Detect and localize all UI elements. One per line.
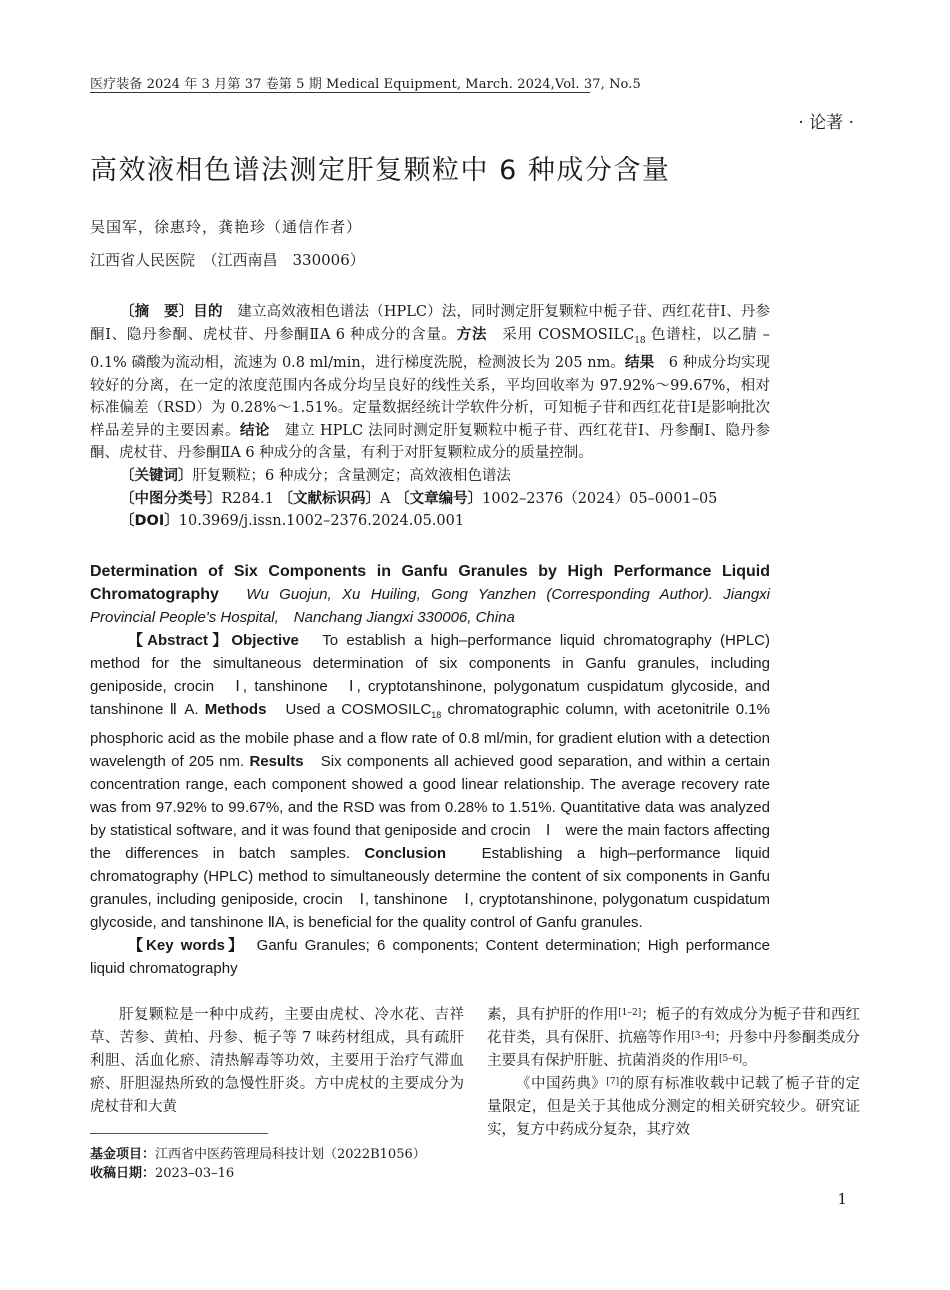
cn-keywords: 肝复颗粒；6 种成分；含量测定；高效液相色谱法 <box>192 468 511 485</box>
en-abstract-label: 【Abstract】 <box>128 632 232 649</box>
cn-conclusion: 建立 HPLC 法同时测定肝复颗粒中栀子苷、西红花苷Ⅰ、丹参酮Ⅰ、隐丹参酮、虎杖苷、丹参酮ⅡA 6 种成分的含量，有利于对肝复颗粒成分的质量控制。 <box>90 422 771 462</box>
en-objective-label: Objective <box>231 632 299 649</box>
en-methods-post: chromatographic column, with acetonitrile 0.1% phosphoric acid as the mobile phase and a flow rate of 0.8 ml/min, for gradient elution with a detection wavelength of 205 nm. <box>90 701 770 770</box>
doi-label: 〔DOI〕 <box>120 513 179 530</box>
citation[interactable]: [1–2] <box>618 1008 642 1018</box>
en-methods-sub: 18 <box>431 710 442 720</box>
en-conclusion: Establishing a high–performance liquid chromatography (HPLC) method to simultaneously determine the content of six components in Ganfu granules, including geniposide, crocin Ⅰ, tanshinone Ⅰ, cryptotanshinone, polygonatum cuspidatum glycoside, and tanshinone ⅡA, is beneficial for the quality control of Ganfu granules. <box>90 845 770 931</box>
body-text: 的原有标准收载中记载了栀子苷的定量限定，但是关于其他成分测定的相关研究较少。研究证实，复方中药成分复杂，其疗效 <box>487 1076 861 1138</box>
cn-results-label: 结果 <box>625 355 655 372</box>
en-abstract-paragraph <box>90 629 786 934</box>
header-rule <box>90 92 590 93</box>
affiliation: 江西省人民医院 （江西南昌 330006） <box>90 251 365 269</box>
cn-keywords-label: 〔关键词〕 <box>120 468 193 485</box>
cn-abstract <box>90 301 770 533</box>
doc-code-label: 〔文献标识码〕 <box>278 490 381 507</box>
cn-classification-line <box>90 488 770 511</box>
authors: 吴国军，徐惠玲，龚艳珍（通信作者） <box>90 218 363 236</box>
en-title: Determination of Six Components in Ganfu Granules by High Performance Liquid Chromatography <box>90 563 770 603</box>
footnotes <box>90 1145 426 1183</box>
doi-value: 10.3969/j.issn.1002–2376.2024.05.001 <box>178 513 465 530</box>
body-paragraph <box>487 1004 860 1073</box>
cn-abstract-label: 〔摘 要〕 <box>120 304 194 320</box>
fund-label: 基金项目： <box>90 1147 156 1162</box>
cn-keywords-line <box>90 465 770 488</box>
cn-methods-sub: 18 <box>634 335 646 346</box>
received-label: 收稿日期： <box>90 1166 156 1181</box>
citation[interactable]: [5–6] <box>719 1054 742 1064</box>
body-text: 。 <box>741 1053 757 1069</box>
en-keywords-line <box>90 934 770 980</box>
clc-label: 〔中图分类号〕 <box>120 490 222 507</box>
received-value: 2023–03–16 <box>155 1166 235 1181</box>
en-authors-affiliation: Wu Guojun, Xu Huiling, Gong Yanzhen (Corresponding Author). Jiangxi Provincial People's Hospital, Nanchang Jiangxi 330006, China <box>90 586 770 626</box>
body-column-left <box>90 1004 464 1119</box>
page-title: 高效液相色谱法测定肝复颗粒中 6 种成分含量 <box>90 155 671 186</box>
fund-line <box>90 1145 426 1164</box>
citation[interactable]: [3–4] <box>691 1031 715 1041</box>
doc-code-value: A <box>380 490 391 507</box>
citation[interactable]: [7] <box>606 1077 620 1087</box>
cn-methods-pre: 采用 COSMOSILC <box>487 326 635 343</box>
page-number: 1 <box>837 1190 847 1208</box>
en-keywords: Ganfu Granules; 6 components; Content determination; High performance liquid chromatography <box>90 937 770 977</box>
fund-value: 江西省中医药管理局科技计划（2022B1056） <box>155 1147 426 1162</box>
cn-methods-post: 色谱柱，以乙腈 –0.1% 磷酸为流动相，流速为 0.8 ml/min，进行梯度洗脱，检测波长为 205 nm。 <box>90 326 771 372</box>
article-no-label: 〔文章编号〕 <box>395 490 483 507</box>
body-column-right <box>487 1004 860 1142</box>
doi-line <box>90 510 770 533</box>
en-methods-pre: Used a COSMOSILC <box>266 701 432 718</box>
cn-methods-label: 方法 <box>456 326 488 343</box>
body-paragraph <box>487 1073 860 1142</box>
en-results-label: Results <box>249 753 304 770</box>
en-objective: To establish a high–performance liquid chromatography (HPLC) method for the simultaneous determination of six components in Ganfu granules, including geniposide, crocin Ⅰ, tanshinone Ⅰ, cryptotanshinone, polygonatum cuspidatum glycoside, and tanshinone Ⅱ A. <box>90 632 770 718</box>
en-keywords-label: 【Key words】 <box>128 937 239 954</box>
en-results: Six components all achieved good separation, and within a certain concentration range, each component showed a good linear relationship. The average recovery rate was from 97.92% to 99.67%, and the RSD was from 0.28% to 1.51%. Quantitative data was analyzed by statistical software, and it was found that geniposide and crocin Ⅰ were the main factors affecting the differences in batch samples. <box>90 753 786 862</box>
body-text: 素，具有护肝的作用 <box>487 1007 619 1023</box>
en-conclusion-label: Conclusion <box>364 845 447 862</box>
cn-abstract-paragraph <box>90 301 770 465</box>
footnote-rule <box>90 1133 268 1134</box>
body-paragraph: 肝复颗粒是一种中成药，主要由虎杖、冷水花、吉祥草、苦参、黄柏、丹参、栀子等 7 味药材组成，具有疏肝利胆、活血化瘀、清热解毒等功效，主要用于治疗气滞血瘀、肝胆湿热所致的急慢性肝炎。方中虎杖的主要成分为虎杖苷和大黄 <box>90 1007 464 1115</box>
cn-objective-label: 目的 <box>193 304 223 320</box>
article-no-value: 1002–2376（2024）05–0001–05 <box>482 490 718 507</box>
cn-results: 6 种成分均实现较好的分离，在一定的浓度范围内各成分均呈良好的线性关系，平均回收率为 97.92%～99.67%，相对标准偏差（RSD）为 0.28%～1.51%。定量数据经统计学软件分析，可知栀子苷和西红花苷Ⅰ是影响批次样品差异的主要因素。 <box>90 355 771 439</box>
body-text: ；丹参中丹参酮类成分主要具有保护肝脏、抗菌消炎的作用 <box>487 1030 861 1069</box>
en-abstract <box>90 560 786 980</box>
body-text: 《中国药典》 <box>516 1076 607 1092</box>
body-text: ；栀子的有效成分为栀子苷和西红花苷类，具有保肝、抗癌等作用 <box>487 1007 861 1046</box>
en-title-line <box>90 560 770 629</box>
en-methods-label: Methods <box>204 701 267 718</box>
column-tag: · 论著 · <box>798 113 854 133</box>
cn-conclusion-label: 结论 <box>239 422 270 439</box>
journal-header: 医疗装备 2024 年 3 月第 37 卷第 5 期 Medical Equipment, March. 2024,Vol. 37, No.5 <box>90 77 641 92</box>
cn-objective: 建立高效液相色谱法（HPLC）法，同时测定肝复颗粒中栀子苷、西红花苷Ⅰ、丹参酮Ⅰ、隐丹参酮、虎杖苷、丹参酮ⅡA 6 种成分的含量。 <box>90 304 771 343</box>
clc-value: R284.1 <box>221 490 274 507</box>
received-line <box>90 1164 426 1183</box>
